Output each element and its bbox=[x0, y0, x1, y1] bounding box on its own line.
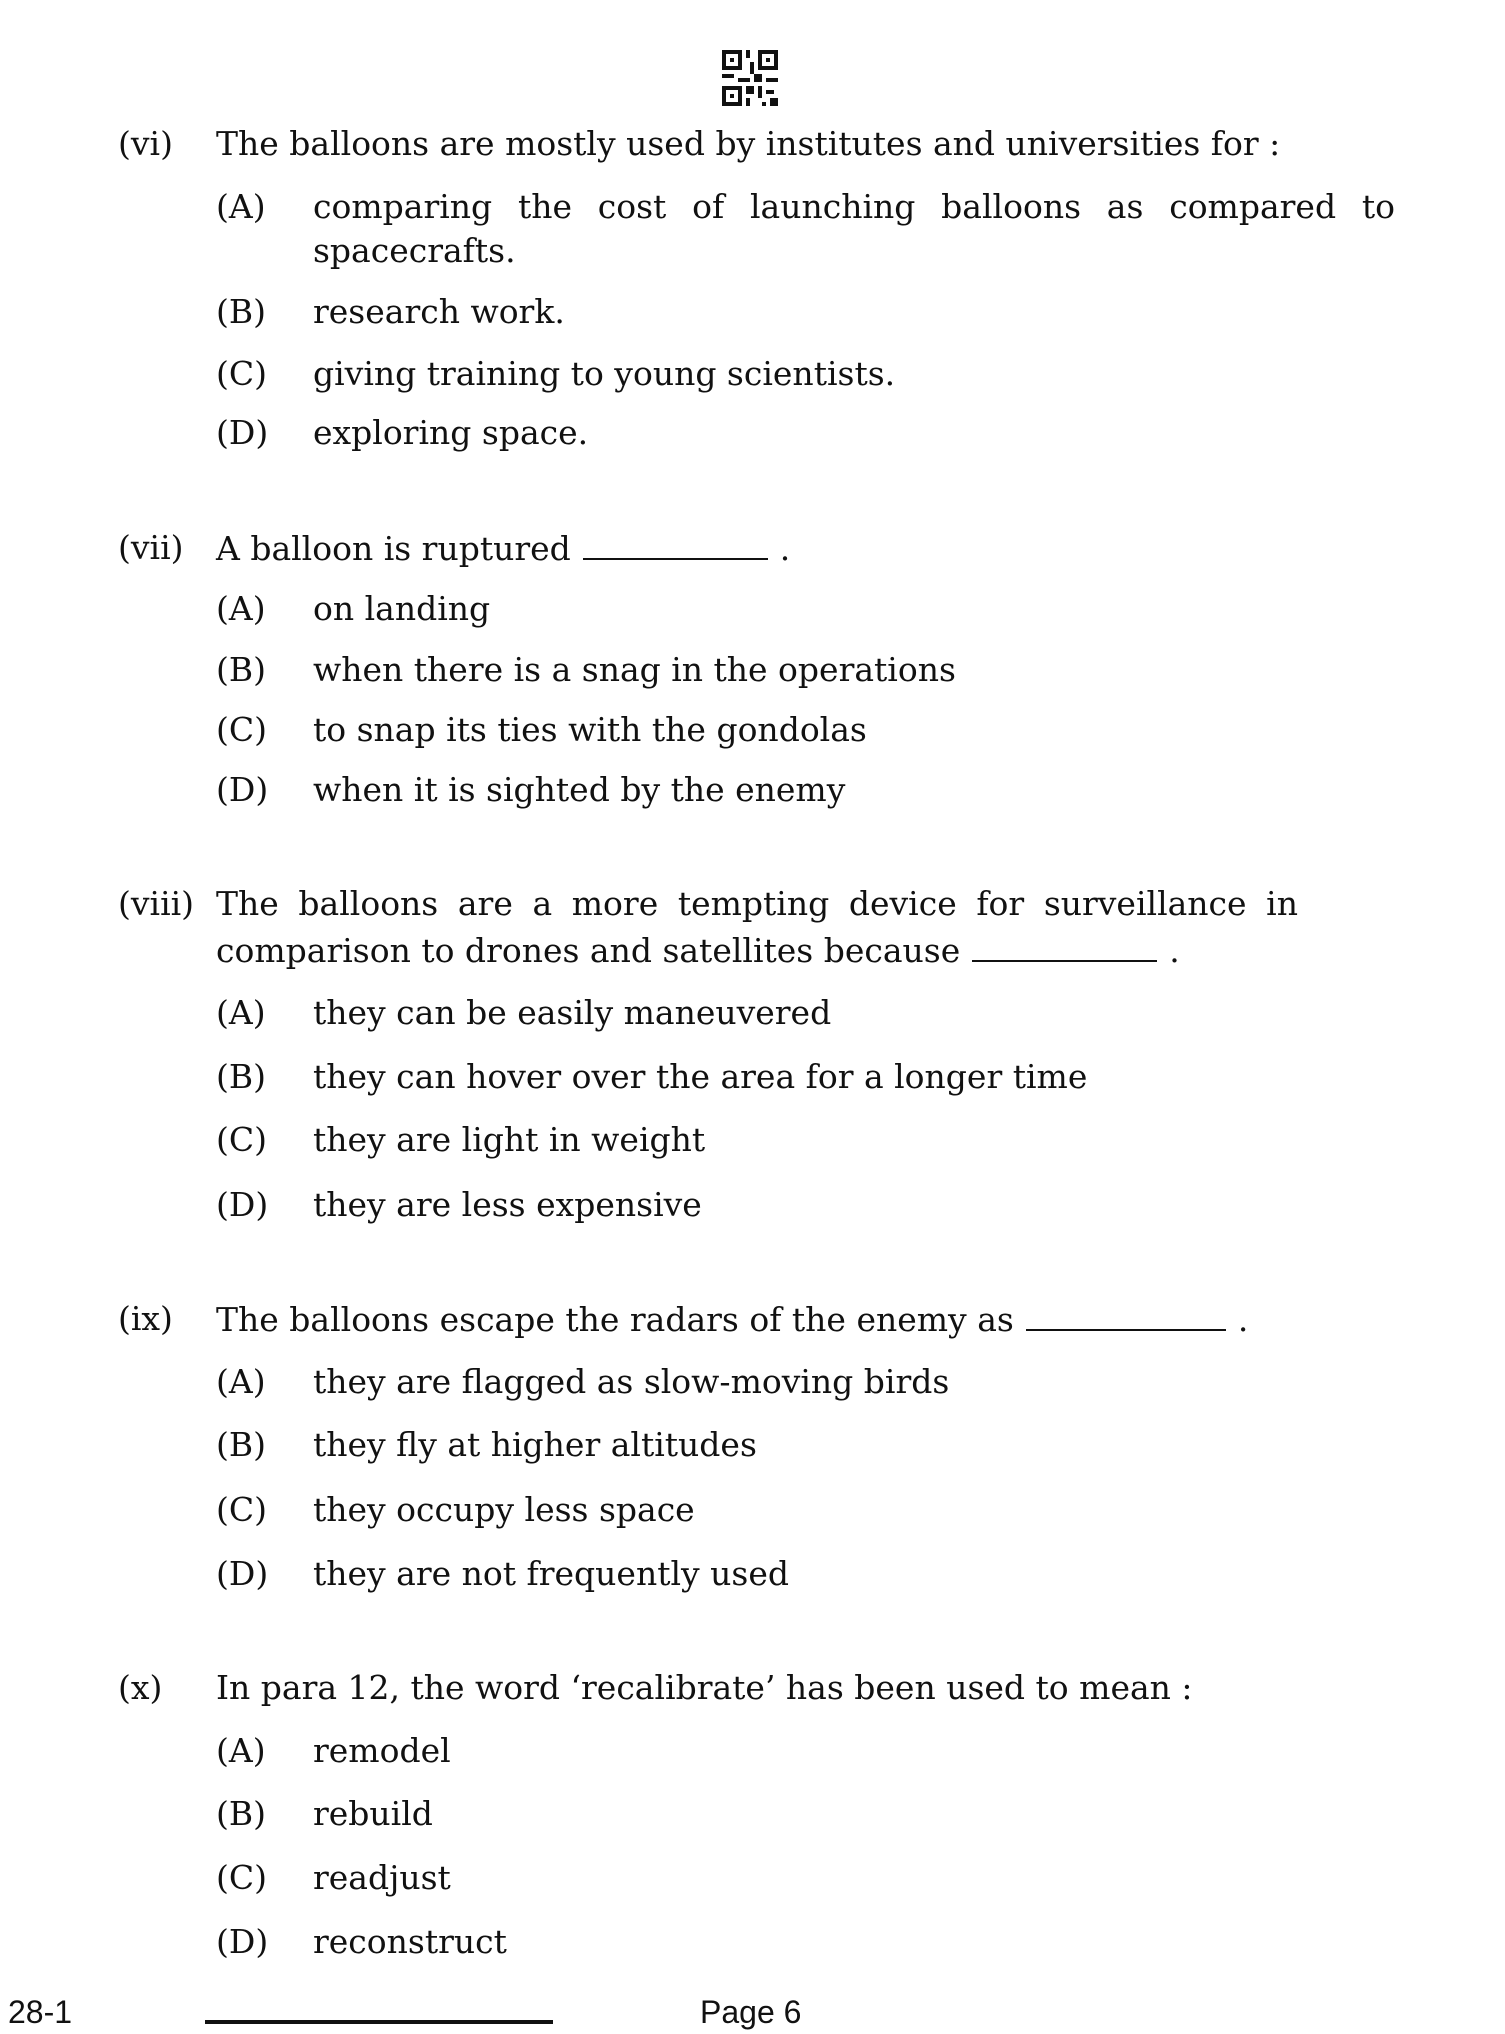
option-text-text: they can be easily maneuvered bbox=[313, 993, 832, 1032]
question-text bbox=[216, 124, 1280, 164]
answer-blank bbox=[972, 930, 1157, 962]
option-label-text: (D) bbox=[216, 1185, 269, 1224]
question-text bbox=[216, 528, 790, 569]
option-label-text: (A) bbox=[216, 1731, 266, 1770]
option-label-text: (C) bbox=[216, 710, 267, 749]
option-text-text: they occupy less space bbox=[313, 1490, 695, 1529]
question-text bbox=[216, 884, 1298, 924]
question-text-text: A balloon is ruptured bbox=[216, 529, 571, 568]
question-number bbox=[118, 528, 184, 568]
option-text-text: rebuild bbox=[313, 1794, 433, 1833]
option-text bbox=[313, 1554, 789, 1594]
option-label bbox=[216, 1057, 266, 1097]
option-label-text: (C) bbox=[216, 1120, 267, 1159]
question-text-text: The balloons are mostly used by institutes and universities for : bbox=[216, 124, 1281, 163]
option-label-text: (B) bbox=[216, 292, 266, 331]
option-label-text: (A) bbox=[216, 993, 266, 1032]
question-number-text: (viii) bbox=[118, 884, 195, 923]
option-text bbox=[313, 1490, 695, 1530]
question-text-text: In para 12, the word ‘recalibrate’ has been used to mean : bbox=[216, 1668, 1193, 1707]
question-text-continued bbox=[216, 930, 1180, 971]
question-number bbox=[118, 1299, 173, 1339]
option-label-text: (A) bbox=[216, 1362, 266, 1401]
option-label-text: (B) bbox=[216, 650, 266, 689]
option-label bbox=[216, 770, 268, 810]
option-label bbox=[216, 1554, 268, 1594]
option-text bbox=[313, 413, 588, 453]
option-text-text: to snap its ties with the gondolas bbox=[313, 710, 867, 749]
option-text bbox=[313, 1185, 702, 1225]
option-label bbox=[216, 1425, 266, 1465]
question-text bbox=[216, 1299, 1248, 1340]
question-number bbox=[118, 124, 173, 164]
question-number-text: (vii) bbox=[118, 528, 184, 567]
option-label bbox=[216, 354, 267, 394]
option-text bbox=[313, 650, 956, 690]
option-label-text: (D) bbox=[216, 770, 269, 809]
option-text-text: they are light in weight bbox=[313, 1120, 706, 1159]
answer-blank bbox=[1026, 1299, 1226, 1331]
option-label-text: (B) bbox=[216, 1425, 266, 1464]
option-label bbox=[216, 589, 266, 629]
question-number bbox=[118, 884, 194, 924]
answer-blank bbox=[583, 528, 768, 560]
option-text bbox=[313, 1794, 433, 1834]
option-text bbox=[313, 292, 565, 332]
option-label bbox=[216, 1858, 267, 1898]
option-label bbox=[216, 292, 266, 332]
option-text bbox=[313, 1057, 1087, 1097]
option-text-text: research work. bbox=[313, 292, 565, 331]
option-label bbox=[216, 1922, 268, 1962]
option-text-text: when it is sighted by the enemy bbox=[313, 770, 846, 809]
option-label bbox=[216, 710, 267, 750]
option-text bbox=[313, 1362, 949, 1402]
option-text bbox=[313, 770, 845, 810]
option-label-text: (D) bbox=[216, 1554, 269, 1593]
option-text-text: giving training to young scientists. bbox=[313, 354, 896, 393]
option-label bbox=[216, 1490, 267, 1530]
question-text bbox=[216, 1668, 1193, 1708]
option-label-text: (B) bbox=[216, 1057, 266, 1096]
page-number: Page 6 bbox=[700, 1994, 802, 2030]
option-text-text: they are less expensive bbox=[313, 1185, 702, 1224]
option-text-text: exploring space. bbox=[313, 413, 589, 452]
option-text bbox=[313, 1922, 507, 1962]
option-text bbox=[313, 710, 867, 750]
option-label-text: (C) bbox=[216, 354, 267, 393]
option-label bbox=[216, 993, 266, 1033]
question-text-continued-text: comparison to drones and satellites because bbox=[216, 931, 961, 970]
option-label-text: (C) bbox=[216, 1858, 267, 1897]
option-label-text: (D) bbox=[216, 413, 269, 452]
option-text-text: remodel bbox=[313, 1731, 451, 1770]
blank-end: . bbox=[779, 529, 791, 568]
option-label bbox=[216, 650, 266, 690]
option-label bbox=[216, 1731, 266, 1771]
option-text-text: comparing the cost of launching balloons as compared to bbox=[313, 187, 1395, 226]
option-text-text: readjust bbox=[313, 1858, 451, 1897]
option-label bbox=[216, 413, 268, 453]
question-text-text: The balloons escape the radars of the enemy as bbox=[216, 1300, 1014, 1339]
option-text-text: they can hover over the area for a longer time bbox=[313, 1057, 1088, 1096]
question-number bbox=[118, 1668, 162, 1708]
option-text bbox=[313, 187, 1395, 227]
option-label bbox=[216, 1120, 267, 1160]
option-text bbox=[313, 354, 895, 394]
option-label-text: (A) bbox=[216, 589, 266, 628]
option-text bbox=[313, 1731, 451, 1771]
option-text-text: when there is a snag in the operations bbox=[313, 650, 956, 689]
option-label bbox=[216, 1362, 266, 1402]
option-label bbox=[216, 1185, 268, 1225]
option-text bbox=[313, 993, 831, 1033]
option-text bbox=[313, 1120, 705, 1160]
paper-code: 28-1 bbox=[8, 1994, 73, 2030]
option-label bbox=[216, 187, 266, 227]
question-number-text: (ix) bbox=[118, 1299, 173, 1338]
option-label-text: (D) bbox=[216, 1922, 269, 1961]
question-number-text: (vi) bbox=[118, 124, 173, 163]
option-text bbox=[313, 1425, 757, 1465]
option-label-text: (B) bbox=[216, 1794, 266, 1833]
footer-rule bbox=[205, 2020, 553, 2024]
blank-end: . bbox=[1169, 931, 1180, 970]
option-text-continued-text: spacecrafts. bbox=[313, 231, 516, 270]
qr-code-icon bbox=[722, 50, 778, 106]
option-text-text: reconstruct bbox=[313, 1922, 507, 1961]
option-label bbox=[216, 1794, 266, 1834]
option-text bbox=[313, 589, 490, 629]
question-number-text: (x) bbox=[118, 1668, 163, 1707]
option-text-text: on landing bbox=[313, 589, 491, 628]
option-label-text: (C) bbox=[216, 1490, 267, 1529]
option-text bbox=[313, 1858, 451, 1898]
question-text-text: The balloons are a more tempting device for surveillance in bbox=[216, 884, 1298, 923]
option-text-text: they are not frequently used bbox=[313, 1554, 789, 1593]
option-text-text: they are flagged as slow-moving birds bbox=[313, 1362, 950, 1401]
blank-end: . bbox=[1237, 1300, 1249, 1339]
option-text-continued bbox=[313, 231, 516, 271]
option-text-text: they fly at higher altitudes bbox=[313, 1425, 757, 1464]
option-label-text: (A) bbox=[216, 187, 266, 226]
